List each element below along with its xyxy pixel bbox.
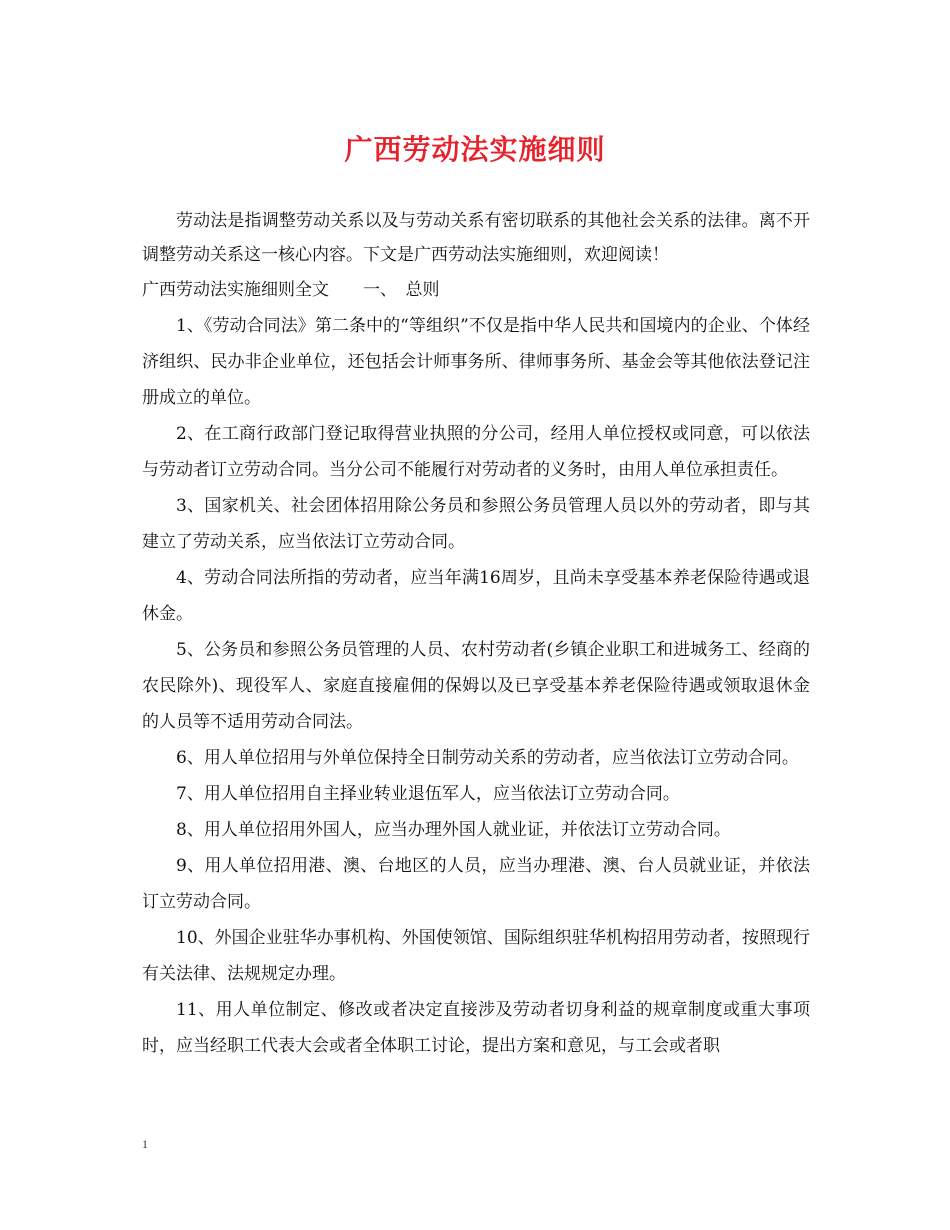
article-4: 4、劳动合同法所指的劳动者，应当年满16周岁，且尚未享受基本养老保险待遇或退休金。 [142, 568, 810, 624]
page-number: 1 [142, 1137, 148, 1151]
section-heading: 广西劳动法实施细则全文 一、 总则 [142, 280, 440, 300]
article-6: 6、用人单位招用与外单位保持全日制劳动关系的劳动者，应当依法订立劳动合同。 [176, 748, 799, 768]
article-7: 7、用人单位招用自主择业转业退伍军人，应当依法订立劳动合同。 [176, 784, 680, 804]
article-8: 8、用人单位招用外国人，应当办理外国人就业证，并依法订立劳动合同。 [176, 820, 731, 840]
document-title: 广西劳动法实施细则 [344, 133, 606, 166]
article-1: 1、《劳动合同法》第二条中的“等组织”不仅是指中华人民共和国境内的企业、个体经济组织、民办非企业单位，还包括会计师事务所、律师事务所、基金会等其他依法登记注册成立的单位。 [142, 316, 810, 408]
article-10: 10、外国企业驻华办事机构、外国使领馆、国际组织驻华机构招用劳动者，按照现行有关法律、法规规定办理。 [142, 928, 810, 984]
article-11: 11、用人单位制定、修改或者决定直接涉及劳动者切身利益的规章制度或重大事项时，应当经职工代表大会或者全体职工讨论，提出方案和意见，与工会或者职 [142, 1000, 810, 1056]
article-5: 5、公务员和参照公务员管理的人员、农村劳动者(乡镇企业职工和进城务工、经商的农民除外)、现役军人、家庭直接雇佣的保姆以及已享受基本养老保险待遇或领取退休金的人员等不适用劳动合同法。 [142, 640, 810, 732]
document-body [142, 204, 810, 1064]
article-3: 3、国家机关、社会团体招用除公务员和参照公务员管理人员以外的劳动者，即与其建立了劳动关系，应当依法订立劳动合同。 [142, 496, 810, 552]
article-2: 2、在工商行政部门登记取得营业执照的分公司，经用人单位授权或同意，可以依法与劳动者订立劳动合同。当分公司不能履行对劳动者的义务时，由用人单位承担责任。 [142, 424, 810, 480]
article-9: 9、用人单位招用港、澳、台地区的人员，应当办理港、澳、台人员就业证，并依法订立劳动合同。 [142, 856, 810, 912]
intro-paragraph: 劳动法是指调整劳动关系以及与劳动关系有密切联系的其他社会关系的法律。离不开调整劳动关系这一核心内容。下文是广西劳动法实施细则，欢迎阅读！ [142, 211, 810, 265]
